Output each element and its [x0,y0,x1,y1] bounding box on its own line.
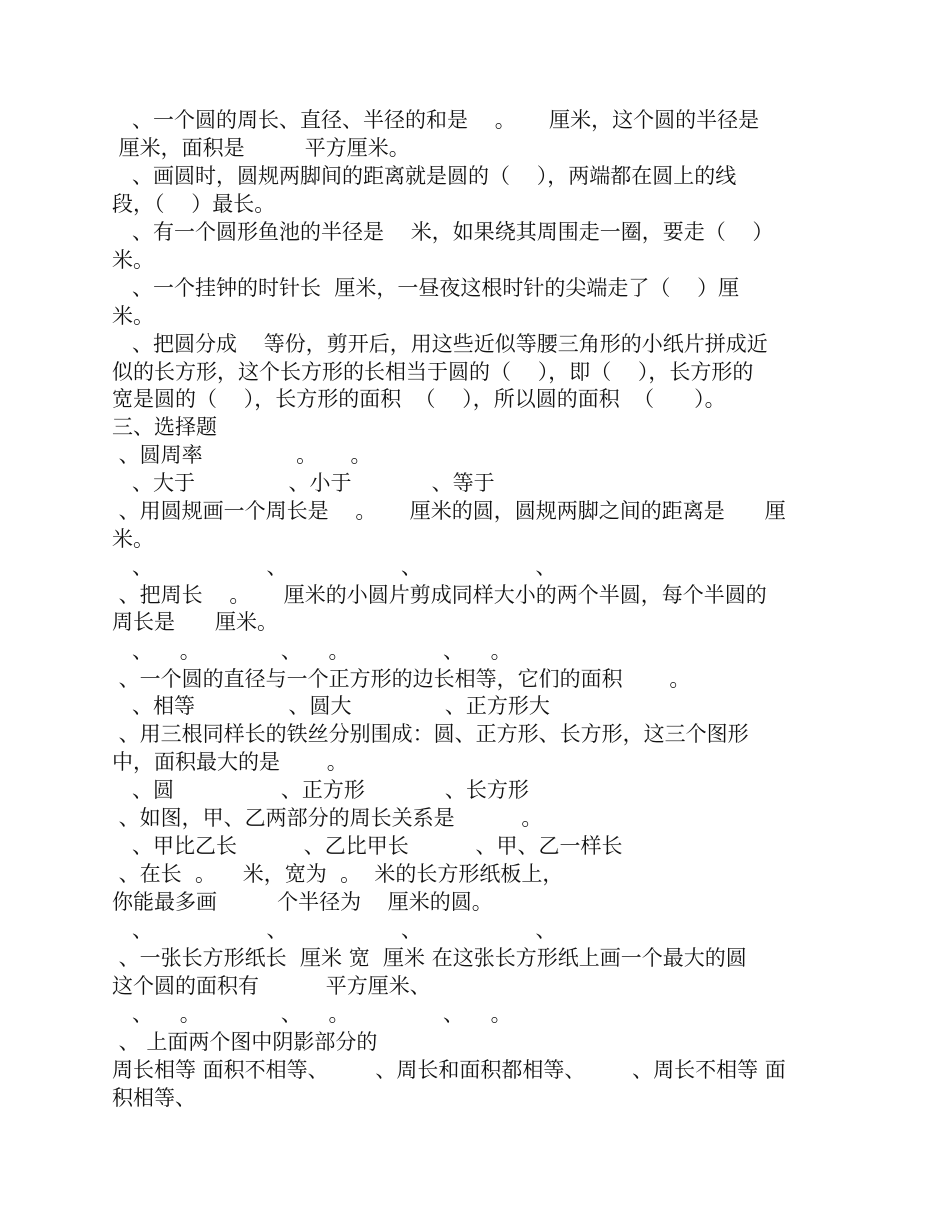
text-line-15: 、用圆规画一个周长是 。 厘米的圆，圆规两脚之间的距离是 厘 [112,499,786,523]
text-line-35: 周长相等 面积不相等、 、周长和面积都相等、 、周长不相等 面 [112,1058,786,1082]
text-line-32: 这个圆的面积有 平方厘米、 [112,974,431,998]
text-line-21: 、一个圆的直径与一个正方形的边长相等，它们的面积 。 [112,667,691,691]
text-line-18: 、把周长 。 厘米的小圆片剪成同样大小的两个半圆，每个半圆的 [112,583,767,607]
text-line-2: 厘米，面积是 平方厘米。 [112,136,410,160]
text-line-6: 米。 [112,248,154,272]
text-line-30: 、 、 、 、 [112,918,557,942]
text-line-28: 、在长 。 米，宽为 。 米的长方形纸板上， [112,862,564,886]
section-heading-choice: 三、选择题 [112,415,217,439]
text-line-25: 、圆 、正方形 、长方形 [112,778,529,802]
text-line-31: 、一张长方形纸长 厘米 宽 厘米 在这张长方形纸上画一个最大的圆 [112,946,747,970]
text-line-5: 、有一个圆形鱼池的半径是 米，如果绕其周围走一圈，要走（ ） [112,220,774,244]
text-line-1: 、一个圆的周长、直径、半径的和是 。 厘米，这个圆的半径是 [112,108,760,132]
text-line-24: 中，面积最大的是 。 [112,750,348,774]
text-line-17: 、 、 、 、 [112,555,557,579]
text-line-14: 、大于 、小于 、等于 [112,471,495,495]
text-line-3: 、画圆时，圆规两脚间的距离就是圆的（ ），两端都在圆上的线 [112,164,737,188]
text-line-27: 、甲比乙长 、乙比甲长 、甲、乙一样长 [112,834,623,858]
text-line-33: 、 。 、 。 、 。 [112,1002,512,1026]
text-line-11: 宽是圆的（ ），长方形的面积 （ ），所以圆的面积 （ ）。 [112,387,726,411]
text-line-19: 周长是 厘米。 [112,610,279,634]
text-line-36: 积相等、 [112,1086,196,1110]
text-line-8: 米。 [112,304,154,328]
text-line-23: 、用三根同样长的铁丝分别围成：圆、正方形、长方形，这三个图形 [112,722,749,746]
text-line-13: 、圆周率 。 。 [112,443,372,467]
text-line-7: 、一个挂钟的时针长 厘米，一昼夜这根时针的尖端走了（ ）厘 [112,276,740,300]
text-line-16: 米。 [112,527,154,551]
text-line-34: 、 上面两个图中阴影部分的 [112,1030,378,1054]
text-line-4: 段，（ ）最长。 [112,192,276,216]
text-line-20: 、 。 、 。 、 。 [112,639,512,663]
text-line-26: 、如图，甲、乙两部分的周长关系是 。 [112,806,543,830]
text-line-9: 、把圆分成 等份，剪开后，用这些近似等腰三角形的小纸片拼成近 [112,332,768,356]
text-line-22: 、相等 、圆大 、正方形大 [112,694,550,718]
text-line-29: 你能最多画 个半径为 厘米的圆。 [112,890,493,914]
text-line-10: 似的长方形，这个长方形的长相当于圆的（ ），即（ ），长方形的 [112,360,754,384]
